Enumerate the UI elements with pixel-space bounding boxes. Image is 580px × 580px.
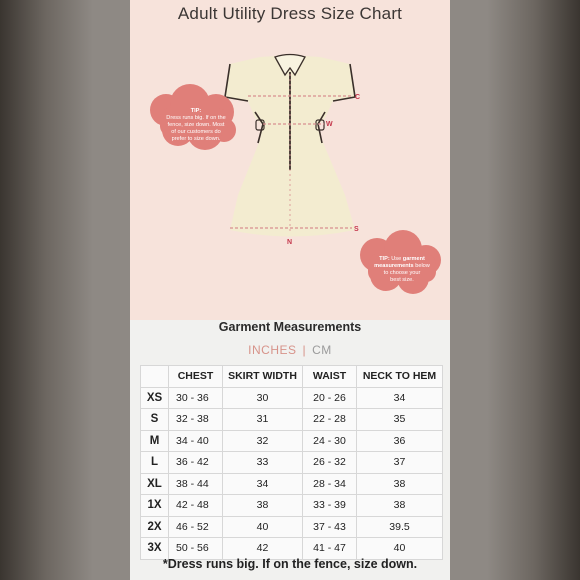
size-table — [140, 365, 443, 560]
chest-cell: 46 - 52 — [169, 516, 223, 538]
neck-to-hem-cell: 37 — [357, 452, 443, 474]
tip-title-right: TIP: — [379, 256, 390, 262]
waist-cell: 37 - 43 — [303, 516, 357, 538]
unit-toggle — [130, 343, 450, 357]
chest-cell: 36 - 42 — [169, 452, 223, 474]
waist-cell: 24 - 30 — [303, 430, 357, 452]
size-cell: XL — [141, 473, 169, 495]
table-row — [141, 430, 443, 452]
skirt-width-cell: 31 — [223, 409, 303, 431]
chest-cell: 34 - 40 — [169, 430, 223, 452]
table-row — [141, 538, 443, 560]
tip-line: fence, size down. Most — [167, 122, 225, 128]
tip-line: Dress runs big. If on the — [166, 115, 226, 121]
page-title: Adult Utility Dress Size Chart — [177, 4, 403, 23]
table-row — [141, 516, 443, 538]
waist-cell: 26 - 32 — [303, 452, 357, 474]
size-cell: 3X — [141, 538, 169, 560]
table-row — [141, 387, 443, 409]
skirt-width-cell: 33 — [223, 452, 303, 474]
size-chart-sheet — [130, 0, 450, 580]
header-skirt-width: SKIRT WIDTH — [223, 366, 303, 388]
unit-cm-tab[interactable]: CM — [312, 343, 332, 357]
tip-word: garment — [402, 256, 425, 262]
tip-line: to choose your — [383, 270, 421, 276]
skirt-label: S — [354, 226, 359, 233]
neck-to-hem-cell: 38 — [357, 473, 443, 495]
waist-cell: 33 - 39 — [303, 495, 357, 517]
skirt-width-cell: 32 — [223, 430, 303, 452]
waist-label: W — [326, 121, 333, 128]
footer-note: *Dress runs big. If on the fence, size down. — [162, 557, 418, 571]
tip-word: measurements — [374, 263, 414, 269]
size-cell: XS — [141, 387, 169, 409]
neck-to-hem-cell: 34 — [357, 387, 443, 409]
tip-line: of our customers do — [171, 129, 221, 135]
chest-cell: 30 - 36 — [169, 387, 223, 409]
table-row — [141, 452, 443, 474]
chest-cell: 42 - 48 — [169, 495, 223, 517]
waist-cell: 28 - 34 — [303, 473, 357, 495]
waist-cell: 22 - 28 — [303, 409, 357, 431]
header-waist: WAIST — [303, 366, 357, 388]
unit-separator: | — [302, 343, 307, 357]
size-cell: 2X — [141, 516, 169, 538]
neck-to-hem-cell: 40 — [357, 538, 443, 560]
tip-word: below — [415, 263, 430, 269]
skirt-width-cell: 42 — [223, 538, 303, 560]
waist-cell: 20 - 26 — [303, 387, 357, 409]
neck-to-hem-cell: 35 — [357, 409, 443, 431]
neck-label: N — [287, 239, 293, 246]
chest-cell: 50 - 56 — [169, 538, 223, 560]
skirt-width-cell: 40 — [223, 516, 303, 538]
skirt-width-cell: 34 — [223, 473, 303, 495]
tip-line: best size. — [390, 277, 414, 283]
table-header-row — [141, 366, 443, 388]
tip-text-left — [152, 108, 240, 143]
tip-text-right — [364, 256, 440, 284]
header-chest: CHEST — [169, 366, 223, 388]
chest-cell: 38 - 44 — [169, 473, 223, 495]
neck-to-hem-cell: 38 — [357, 495, 443, 517]
size-cell: S — [141, 409, 169, 431]
skirt-width-cell: 30 — [223, 387, 303, 409]
chest-cell: 32 - 38 — [169, 409, 223, 431]
skirt-width-cell: 38 — [223, 495, 303, 517]
size-cell: L — [141, 452, 169, 474]
table-row-highlighted — [141, 495, 443, 517]
section-title: Garment Measurements — [218, 320, 362, 334]
tip-title-left: TIP: — [190, 108, 202, 114]
header-neck-to-hem: NECK TO HEM — [357, 366, 443, 388]
table-row — [141, 473, 443, 495]
chest-label: C — [355, 94, 361, 101]
unit-inches-tab[interactable]: INCHES — [248, 343, 297, 357]
header-size — [141, 366, 169, 388]
size-cell: M — [141, 430, 169, 452]
size-cell: 1X — [141, 495, 169, 517]
tip-line: prefer to size down. — [171, 136, 221, 142]
neck-to-hem-cell: 39.5 — [357, 516, 443, 538]
neck-to-hem-cell: 36 — [357, 430, 443, 452]
tip-word: Use — [391, 256, 402, 262]
waist-cell: 41 - 47 — [303, 538, 357, 560]
table-row — [141, 409, 443, 431]
